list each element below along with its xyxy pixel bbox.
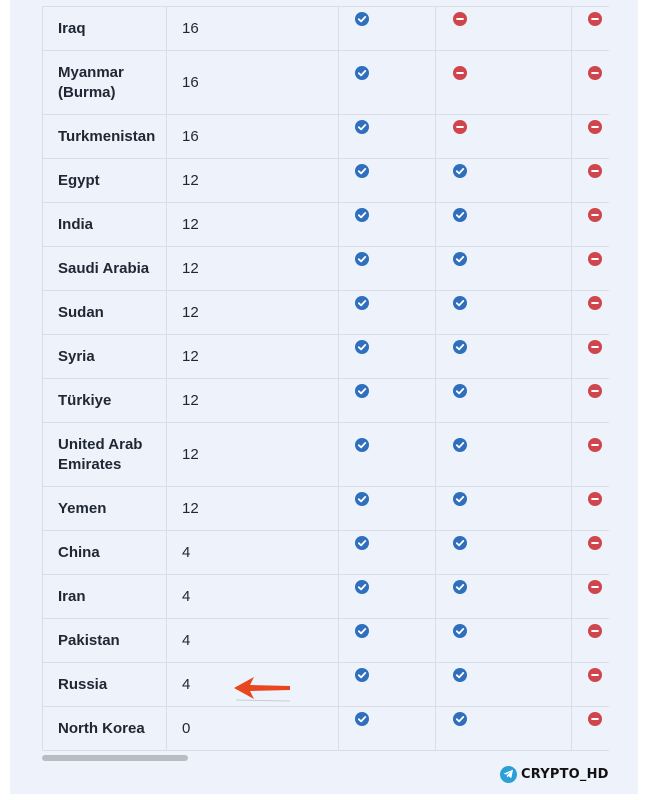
status-cell (339, 707, 436, 751)
score-value: 16 (167, 115, 339, 159)
table-row (43, 247, 609, 291)
status-cell (339, 487, 436, 531)
status-cell (572, 51, 609, 115)
country-name: Yemen (43, 487, 167, 531)
check-circle-icon (355, 624, 369, 638)
table-row (43, 51, 609, 115)
check-circle-icon (355, 164, 369, 178)
red-arrow-icon (232, 674, 292, 702)
country-name: Iraq (43, 7, 167, 51)
status-cell (339, 423, 436, 487)
table-row (43, 487, 609, 531)
status-cell (572, 531, 609, 575)
check-circle-icon (355, 384, 369, 398)
watermark-text: CRYPTO_HD (521, 766, 609, 782)
score-value: 12 (167, 291, 339, 335)
status-cell (572, 7, 609, 51)
status-cell (339, 203, 436, 247)
check-circle-icon (355, 120, 369, 134)
status-cell (572, 487, 609, 531)
table-row (43, 619, 609, 663)
status-cell (436, 335, 572, 379)
minus-circle-icon (453, 120, 467, 134)
table-row (43, 575, 609, 619)
country-name: Türkiye (43, 379, 167, 423)
minus-circle-icon (588, 624, 602, 638)
check-circle-icon (453, 384, 467, 398)
score-value: 4 (167, 575, 339, 619)
minus-circle-icon (588, 712, 602, 726)
score-value: 12 (167, 379, 339, 423)
status-cell (436, 487, 572, 531)
status-cell (339, 247, 436, 291)
status-cell (436, 291, 572, 335)
score-value: 16 (167, 51, 339, 115)
country-name: China (43, 531, 167, 575)
status-cell (436, 619, 572, 663)
minus-circle-icon (588, 208, 602, 222)
status-cell (572, 159, 609, 203)
check-circle-icon (355, 492, 369, 506)
score-value: 4 (167, 663, 339, 707)
status-cell (339, 335, 436, 379)
score-value: 16 (167, 7, 339, 51)
score-value: 12 (167, 247, 339, 291)
check-circle-icon (355, 208, 369, 222)
check-circle-icon (355, 438, 369, 452)
check-circle-icon (355, 66, 369, 80)
country-name: Myanmar (Burma) (43, 51, 167, 115)
country-name: India (43, 203, 167, 247)
table-row (43, 159, 609, 203)
check-circle-icon (453, 668, 467, 682)
check-circle-icon (355, 296, 369, 310)
minus-circle-icon (588, 668, 602, 682)
minus-circle-icon (588, 492, 602, 506)
country-name: Egypt (43, 159, 167, 203)
check-circle-icon (453, 252, 467, 266)
table-row (43, 335, 609, 379)
check-circle-icon (453, 492, 467, 506)
status-cell (572, 335, 609, 379)
check-circle-icon (453, 296, 467, 310)
status-cell (436, 7, 572, 51)
table-row (43, 291, 609, 335)
status-cell (436, 159, 572, 203)
country-name: Sudan (43, 291, 167, 335)
minus-circle-icon (588, 580, 602, 594)
scrollbar-thumb[interactable] (42, 755, 188, 761)
check-circle-icon (453, 438, 467, 452)
country-name: North Korea (43, 707, 167, 751)
status-cell (339, 291, 436, 335)
country-name: Turkmenistan (43, 115, 167, 159)
country-name: Syria (43, 335, 167, 379)
status-cell (572, 291, 609, 335)
table-row (43, 531, 609, 575)
score-value: 0 (167, 707, 339, 751)
status-cell (339, 159, 436, 203)
minus-circle-icon (588, 12, 602, 26)
minus-circle-icon (588, 164, 602, 178)
check-circle-icon (355, 252, 369, 266)
check-circle-icon (453, 712, 467, 726)
check-circle-icon (453, 340, 467, 354)
check-circle-icon (355, 340, 369, 354)
score-value: 12 (167, 335, 339, 379)
status-cell (436, 115, 572, 159)
check-circle-icon (355, 668, 369, 682)
minus-circle-icon (588, 340, 602, 354)
status-cell (436, 663, 572, 707)
status-cell (572, 247, 609, 291)
table-row (43, 663, 609, 707)
score-value: 4 (167, 531, 339, 575)
score-value: 12 (167, 203, 339, 247)
minus-circle-icon (588, 296, 602, 310)
status-cell (436, 423, 572, 487)
status-cell (436, 575, 572, 619)
minus-circle-icon (588, 66, 602, 80)
status-cell (436, 707, 572, 751)
check-circle-icon (355, 536, 369, 550)
score-value: 12 (167, 423, 339, 487)
status-cell (572, 575, 609, 619)
status-cell (436, 247, 572, 291)
minus-circle-icon (453, 12, 467, 26)
country-name: Saudi Arabia (43, 247, 167, 291)
minus-circle-icon (588, 120, 602, 134)
watermark (500, 764, 609, 784)
status-cell (572, 379, 609, 423)
check-circle-icon (453, 624, 467, 638)
status-cell (339, 7, 436, 51)
score-value: 12 (167, 487, 339, 531)
check-circle-icon (453, 580, 467, 594)
status-cell (572, 115, 609, 159)
status-cell (572, 203, 609, 247)
table-row (43, 203, 609, 247)
table-row (43, 7, 609, 51)
check-circle-icon (355, 712, 369, 726)
status-cell (339, 619, 436, 663)
status-cell (572, 663, 609, 707)
status-cell (572, 707, 609, 751)
check-circle-icon (355, 580, 369, 594)
status-cell (339, 575, 436, 619)
status-cell (339, 115, 436, 159)
status-cell (436, 379, 572, 423)
minus-circle-icon (588, 438, 602, 452)
minus-circle-icon (588, 252, 602, 266)
score-value: 4 (167, 619, 339, 663)
score-value: 12 (167, 159, 339, 203)
country-table (42, 6, 609, 751)
status-cell (436, 531, 572, 575)
check-circle-icon (453, 164, 467, 178)
status-cell (339, 379, 436, 423)
table-row (43, 115, 609, 159)
country-name: United Arab Emirates (43, 423, 167, 487)
status-cell (572, 423, 609, 487)
country-name: Russia (43, 663, 167, 707)
minus-circle-icon (588, 536, 602, 550)
table-row (43, 423, 609, 487)
telegram-icon (500, 766, 517, 783)
country-name: Iran (43, 575, 167, 619)
check-circle-icon (355, 12, 369, 26)
status-cell (572, 619, 609, 663)
check-circle-icon (453, 536, 467, 550)
check-circle-icon (453, 208, 467, 222)
minus-circle-icon (588, 384, 602, 398)
table-row (43, 707, 609, 751)
status-cell (339, 51, 436, 115)
status-cell (339, 663, 436, 707)
status-cell (436, 203, 572, 247)
country-name: Pakistan (43, 619, 167, 663)
table-row (43, 379, 609, 423)
minus-circle-icon (453, 66, 467, 80)
status-cell (436, 51, 572, 115)
status-cell (339, 531, 436, 575)
